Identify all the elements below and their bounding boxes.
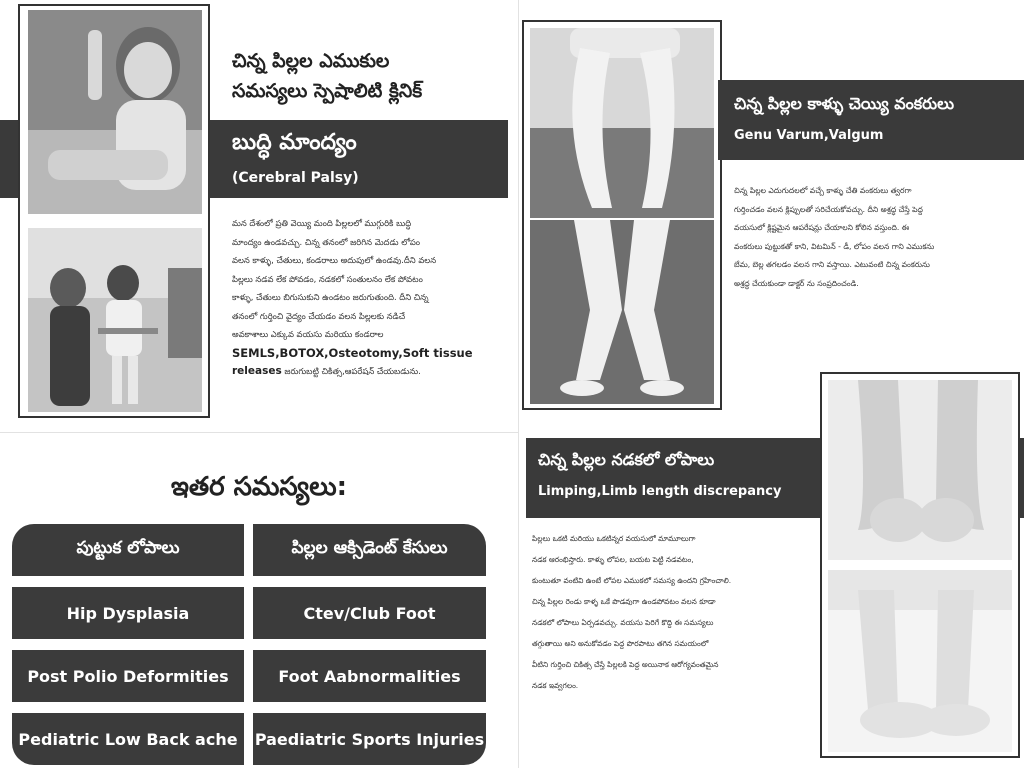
problem-item-hip-dysplasia: Hip Dysplasia [12, 587, 244, 639]
body-last-bold: releases [232, 365, 282, 377]
genu-varum-panel [518, 0, 1024, 432]
body-line: మన దేశంలో ప్రతి వెయ్యి మంది పిల్లలలో ముగ్గురికి బుద్ధి [232, 218, 412, 228]
left-accent-strip [0, 120, 18, 198]
limping-subheading: Limping,Limb length discrepancy [538, 484, 782, 499]
problem-item-club-foot: Ctev/Club Foot [253, 587, 486, 639]
body-line: కాళ్ళు, చేతులు బిగుసుకుని ఉండటం జరుగుతుంది. దీని చిన్న [232, 292, 429, 302]
knock-knees-photo [530, 220, 714, 404]
genu-body [734, 182, 1024, 293]
child-walker-photo [28, 228, 202, 412]
other-problems-panel [0, 432, 518, 768]
body-line: వయసులో క్లిష్టమైన ఆపరేషన్లు చేయాలని కోలిన వస్తుంది. ఈ [734, 223, 910, 232]
genu-subheading: Genu Varum,Valgum [734, 128, 884, 143]
body-bold-line: SEMLS,BOTOX,Osteotomy,Soft tissue [232, 345, 473, 360]
child-sitting-photo [28, 10, 202, 214]
limping-panel [518, 432, 1024, 768]
toddler-feet-photo [828, 570, 1012, 752]
problem-item-accident-cases: పిల్లల ఆక్సిడెంట్ కేసులు [253, 524, 486, 576]
cerebral-palsy-heading: బుద్ధి మాంద్యం [232, 130, 357, 155]
bowed-legs-photo [530, 28, 714, 218]
problem-item-post-polio: Post Polio Deformities [12, 650, 244, 702]
body-line: గుర్తించడం వలన క్లిప్పులతో సరిచేయకోవచ్చు. దీని అశ్రద్ధ చేస్తే పెద్ద [734, 204, 923, 214]
problem-item-birth-defects: పుట్టుక లోపాలు [12, 524, 244, 576]
cerebral-palsy-heading-band [210, 120, 508, 198]
turned-feet-photo [828, 380, 1012, 560]
feet-photo-frame [820, 372, 1020, 758]
body-line: అవకాశాలు ఎక్కువ వయసు మరియు కండరాల [232, 329, 384, 339]
genu-heading-band [718, 80, 1024, 160]
cerebral-palsy-panel [0, 0, 518, 432]
problem-item-sports-injuries: Paediatric Sports Injuries [253, 713, 486, 765]
body-line: చిన్న పిల్లల ఎదుగుదలలో వచ్చే కాళ్ళు చేతి వంకరులు త్వరగా [734, 186, 912, 195]
problem-item-foot-abnormalities: Foot Aabnormalities [253, 650, 486, 702]
body-line: చిన్న పిల్లల రెండు కాళ్ళ ఒకే పొడవుగా ఉండపోవటం వలన కూడా [532, 597, 716, 606]
body-line: వీటిని గుర్తించి చికిత్స చేస్తే పిల్లలకి పెద్ద అయినాక ఆరోగ్యవంతమైన [532, 660, 719, 669]
limping-heading: చిన్న పిల్లల నడకలో లోపాలు [538, 450, 715, 469]
vertical-divider [518, 0, 519, 768]
body-line: కుంటుతూ వంటివి ఉంటే లోపల ఎముకలో సమస్య ఉందని గ్రహించాలి. [532, 576, 732, 585]
body-line: అశ్రద్ధ చేయకుండా డాక్టర్ ను సంప్రదించండి. [734, 278, 859, 288]
body-line: నడకలో లోపాలు ఏర్పడవచ్చు. వయసు పెరిగే కొద్ది ఈ సమస్యలు [532, 618, 714, 627]
problem-item-low-back-ache: Pediatric Low Back ache [12, 713, 244, 765]
photo-frame [18, 4, 210, 418]
body-line: వంకరులు పుట్టుకతో కాని, విటమిన్ - డీ, లోపం వలన గాని ఎముకను [734, 241, 935, 251]
cerebral-palsy-subheading: (Cerebral Palsy) [232, 170, 359, 186]
limping-heading-band [526, 438, 836, 518]
body-line: తగ్గుతాయి అని అనుకోవడం పెద్ద పొరపాటు తగిన సమయంలో [532, 639, 709, 648]
clinic-title-line2: సమస్యలు స్పెషాలిటి క్లినిక్ [232, 80, 423, 102]
body-line: వలన కాళ్ళు, చేతులు, కండరాలు అదుపులో ఉండవు.దీని వలన [232, 255, 437, 265]
body-line: మాంద్యం ఉండవచ్చు. చిన్న తనంలో జరిగిన మెదడు లోపం [232, 236, 421, 247]
body-line: బేమ, బెల్ల తగలడం వలన గాని వస్తాయి. ఎటువంటి చిన్న వంకరును [734, 260, 930, 269]
genu-heading: చిన్న పిల్లల కాళ్ళు చెయ్యి వంకరులు [734, 94, 954, 113]
other-problems-title: ఇతర సమస్యలు: [170, 472, 348, 502]
body-last-line [232, 362, 512, 381]
cerebral-palsy-body [232, 214, 512, 381]
body-line: నడక ఆరంభిస్తారు. కాళ్ళు లోపల, బయట పెట్టి నడవటం, [532, 555, 694, 564]
limping-body [532, 528, 822, 696]
body-line: తనంలో గుర్తించి వైద్యం చేయడం వలన పిల్లలకు నడిచే [232, 310, 406, 321]
body-line: పిల్లలు నడవ లేక పోవడం, నడకలో సంతులనం లేక పోవటం [232, 273, 423, 284]
body-last-rest: జరుగుబట్టి చికిత్స,ఆపరేషన్ చేయబడును. [281, 366, 421, 376]
body-line: పిల్లలు ఒకటి మరియు ఒకటిన్నర వయసులో మామూలుగా [532, 534, 696, 543]
legs-photo-frame [522, 20, 722, 410]
body-line: నడక ఇవ్వగలం. [532, 681, 579, 690]
horizontal-divider [0, 432, 518, 433]
clinic-title-line1: చిన్న పిల్లల ఎముకుల [232, 50, 390, 72]
